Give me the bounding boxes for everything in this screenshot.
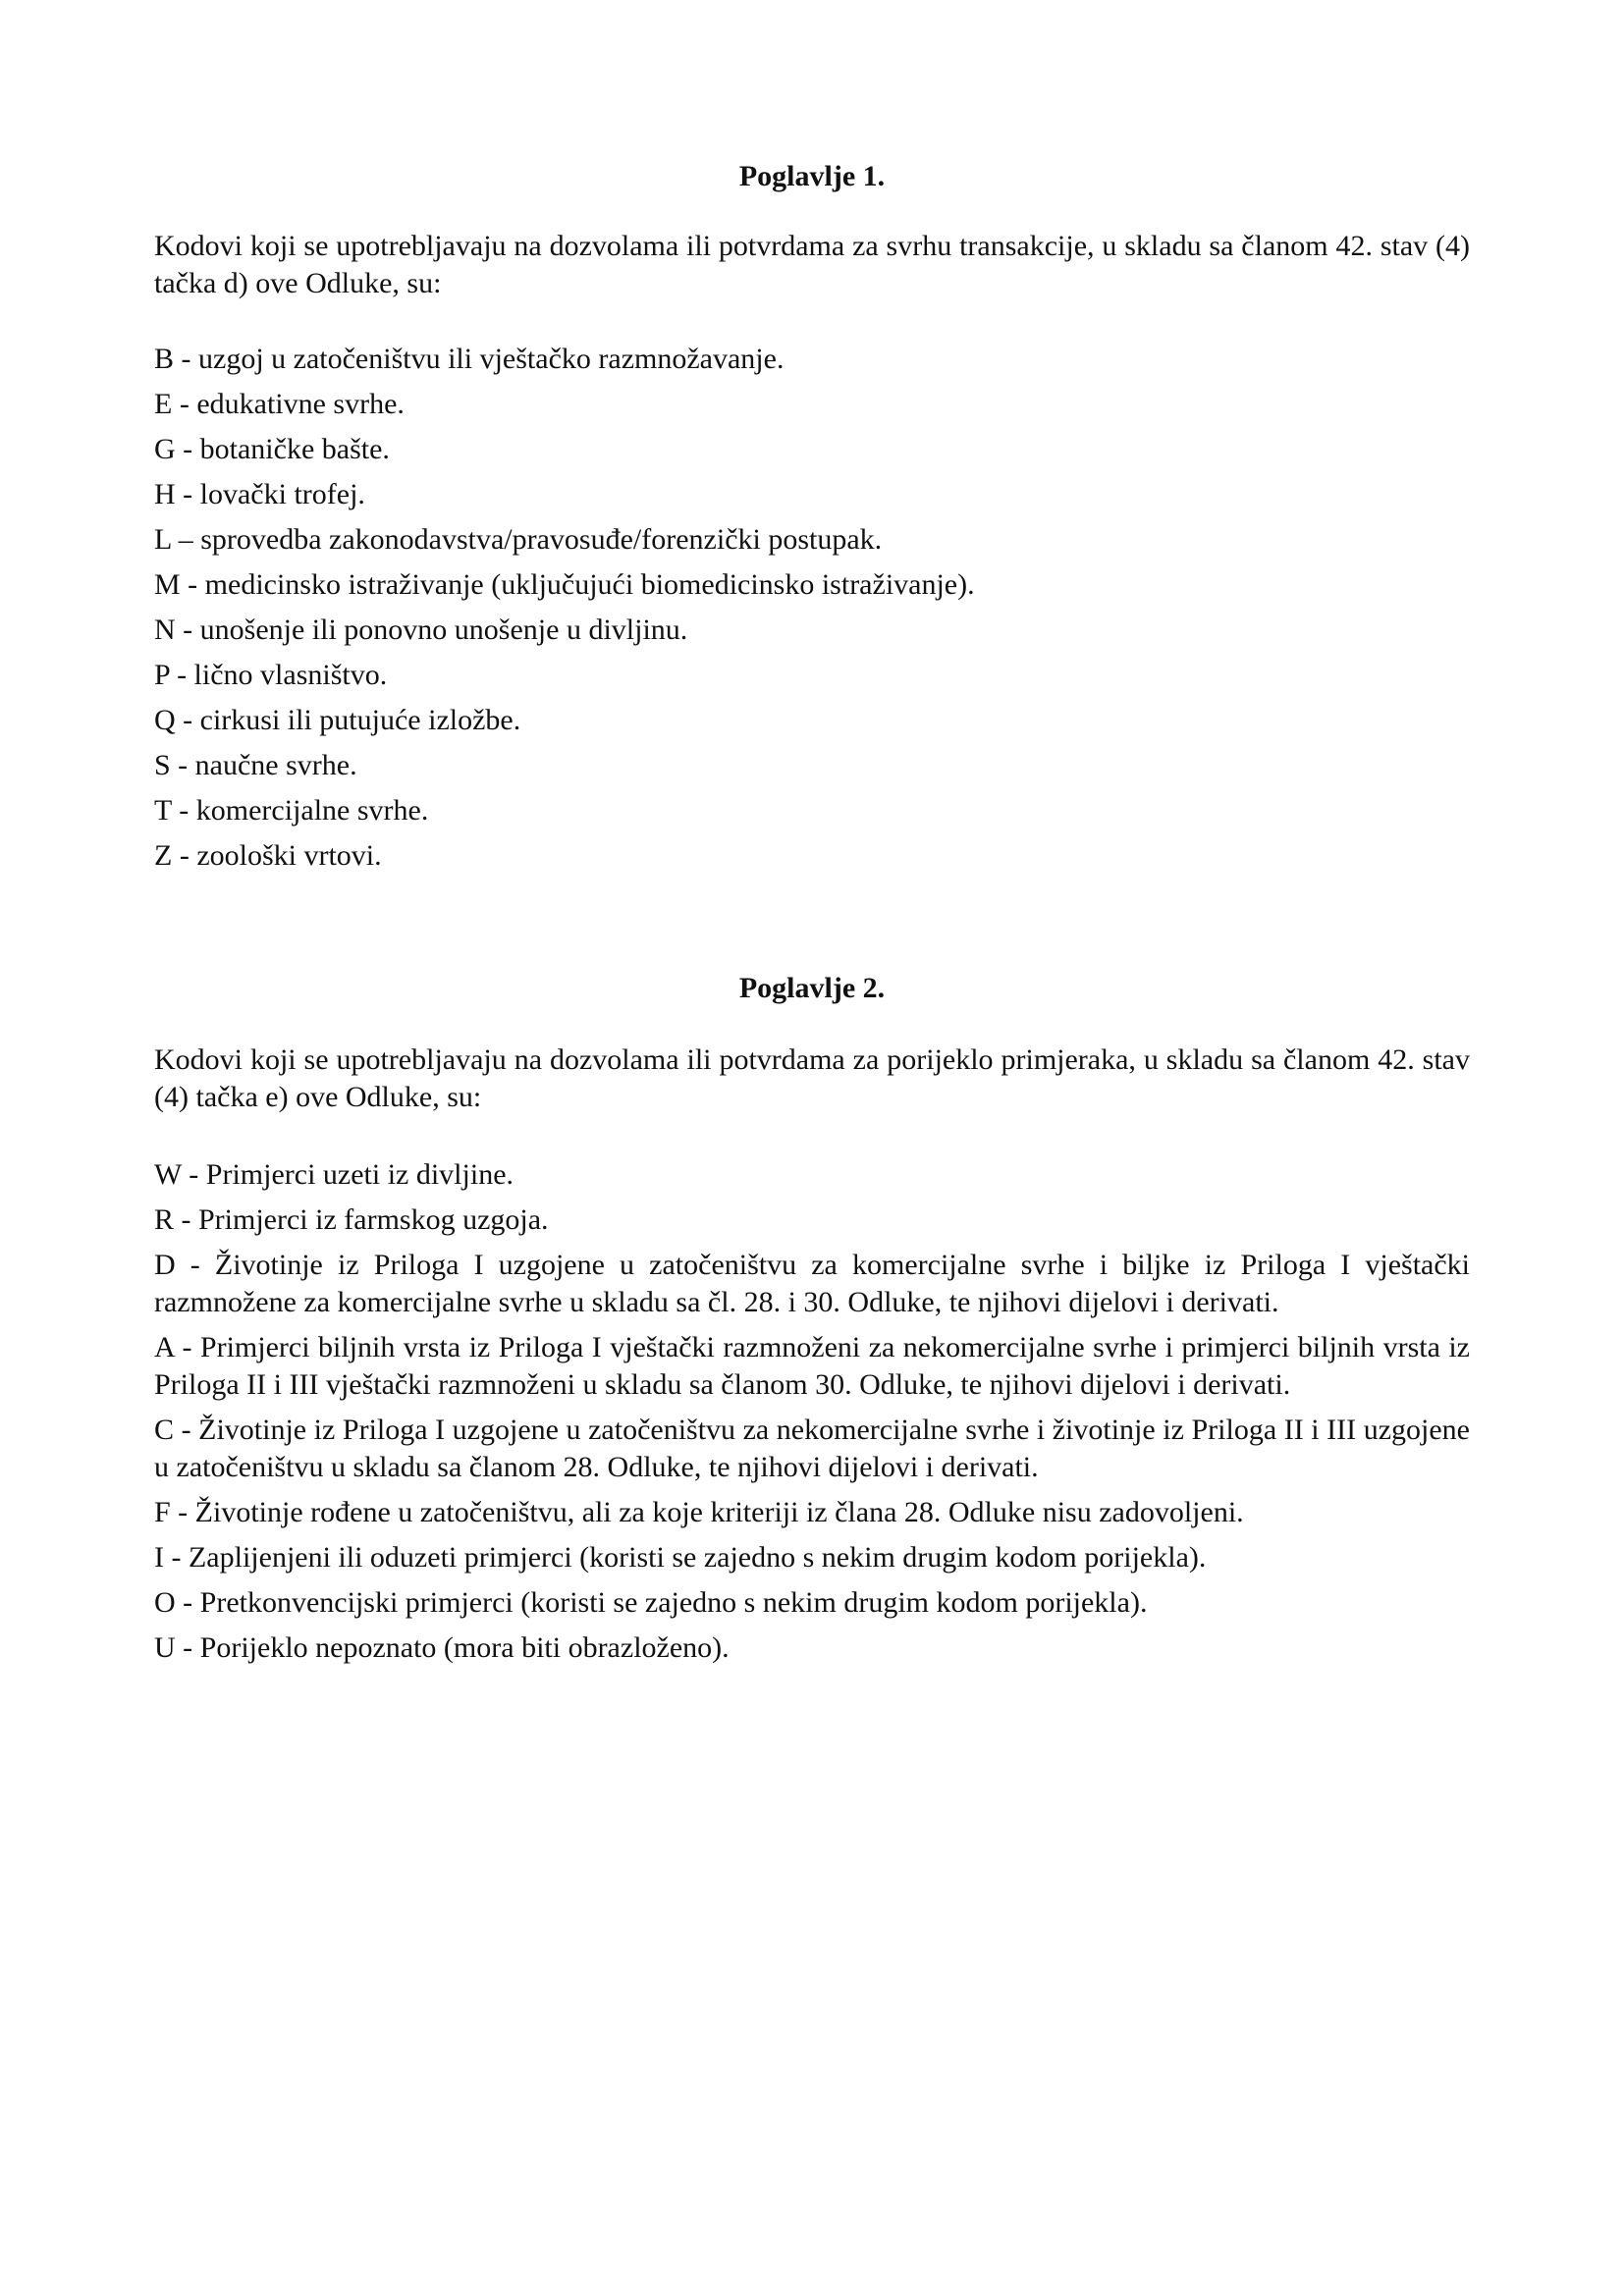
purpose-code-item: Z - zoološki vrtovi. [154, 839, 382, 872]
source-code-item: W - Primjerci uzeti iz divljine. [154, 1158, 514, 1191]
purpose-code-item: B - uzgoj u zatočeništvu ili vještačko razmnožavanje. [154, 343, 785, 375]
chapter-1-title: Poglavlje 1. [738, 160, 886, 192]
source-code-item: C - Životinje iz Priloga I uzgojene u zatočeništvu za nekomercijalne svrhe i životinje iz Priloga II i III uzgojene u zatočeništvu u skladu sa članom 28. Odluke, te njihovi dijelovi i derivati. [154, 1414, 1470, 1483]
purpose-code-item: G - botaničke bašte. [154, 433, 390, 465]
source-code-item: O - Pretkonvencijski primjerci (koristi se zajedno s nekim drugim kodom porijekla). [154, 1586, 1148, 1619]
chapter-1-intro: Kodovi koji se upotrebljavaju na dozvolama ili potvrdama za svrhu transakcije, u skladu sa članom 42. stav (4) tačka d) ove Odluke, su: [154, 230, 1470, 299]
purpose-code-item: T - komercijalne svrhe. [154, 794, 429, 827]
chapter-2-title: Poglavlje 2. [738, 972, 886, 1004]
source-code-item: U - Porijeklo nepoznato (mora biti obrazloženo). [154, 1631, 730, 1664]
purpose-code-item: S - naučne svrhe. [154, 749, 357, 781]
chapter-2-intro: Kodovi koji se upotrebljavaju na dozvolama ili potvrdama za porijeklo primjeraka, u skladu sa članom 42. stav (4) tačka e) ove Odluke, su: [154, 1043, 1470, 1113]
purpose-code-item: M - medicinsko istraživanje (uključujući biomedicinsko istraživanje). [154, 568, 975, 601]
chapter-2-code-list [154, 1156, 1470, 1675]
purpose-code-item: H - lovački trofej. [154, 478, 365, 510]
source-code-item: R - Primjerci iz farmskog uzgoja. [154, 1203, 549, 1236]
source-code-item: A - Primjerci biljnih vrsta iz Priloga I vještački razmnoženi za nekomercijalne svrhe i primjerci biljnih vrsta iz Priloga II i III vještački razmnoženi u skladu sa članom 30. Odluke, te njihovi dijelovi i derivati. [154, 1331, 1470, 1401]
purpose-code-item: E - edukativne svrhe. [154, 388, 405, 420]
purpose-code-item: L – sprovedba zakonodavstva/pravosuđe/forenzički postupak. [154, 523, 883, 556]
purpose-code-item: Q - cirkusi ili putujuće izložbe. [154, 704, 521, 736]
source-code-item: I - Zaplijenjeni ili oduzeti primjerci (koristi se zajedno s nekim drugim kodom porijekla). [154, 1541, 1207, 1574]
source-code-item: D - Životinje iz Priloga I uzgojene u zatočeništvu za komercijalne svrhe i biljke iz Priloga I vještački razmnožene za komercijalne svrhe u skladu sa čl. 28. i 30. Odluke, te njihovi dijelovi i derivati. [154, 1249, 1470, 1318]
chapter-1-code-list [154, 341, 1470, 882]
source-code-item: F - Životinje rođene u zatočeništvu, ali za koje kriteriji iz člana 28. Odluke nisu zadovoljeni. [154, 1496, 1244, 1528]
purpose-code-item: N - unošenje ili ponovno unošenje u divljinu. [154, 614, 688, 646]
purpose-code-item: P - lično vlasništvo. [154, 659, 388, 691]
